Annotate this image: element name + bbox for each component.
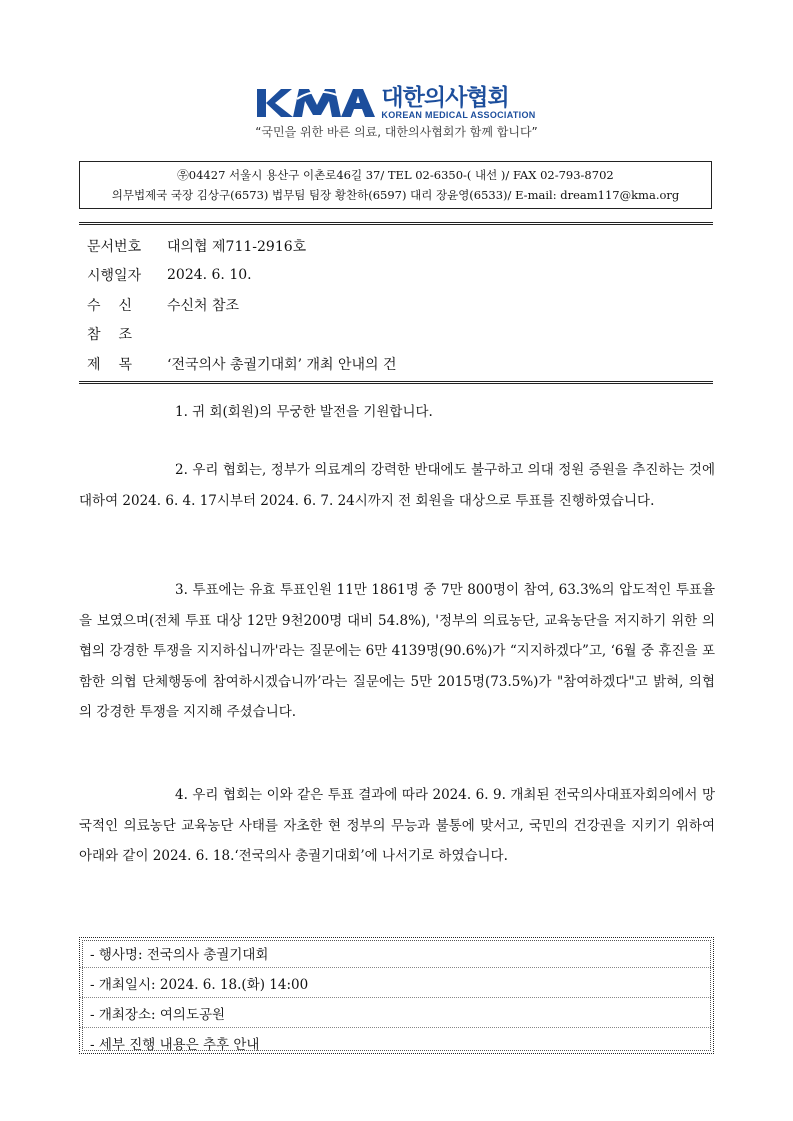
- body-paragraph-4: 4. 우리 협회는 이와 같은 투표 결과에 따라 2024. 6. 9. 개최된 전국의사대표자회의에서 망국적인 의료농단 교육농단 사태를 자초한 현 정부의 무능과 불통에 맞서고, 국민의 건강권을 지키기 위하여 아래와 같이 2024. 6. 18.‘전국의사 총궐기대회’에 나서기로 하였습니다.: [79, 787, 715, 864]
- meta-row-reference: [79, 320, 713, 350]
- meta-row-recipient: [79, 290, 713, 320]
- meta-value: 수신처 참조: [167, 297, 240, 314]
- address-box: [79, 161, 712, 209]
- body-paragraph-3: 3. 투표에는 유효 투표인원 11만 1861명 중 7만 800명이 참여, 63.3%의 압도적인 투표율을 보였으며(전체 투표 대상 12만 9천200명 대비 54.8%), '정부의 의료농단, 교육농단을 저지하기 위한 의협의 강경한 투쟁을 지지하십니까'라는 질문에는 6만 4139명(90.6%)가 “지지하겠다”고, ‘6월 중 휴진을 포함한 의협 단체행동에 참여하시겠습니까’라는 질문에는 5만 2015명(73.5%)가 "참여하겠다"고 밝혀, 의협의 강경한 투쟁을 지지해 주셨습니다.: [79, 582, 715, 720]
- meta-key: 제목: [87, 356, 151, 373]
- meta-key: 수신: [87, 297, 151, 314]
- body-paragraph-1: 1. 귀 회(회원)의 무궁한 발전을 기원합니다.: [175, 404, 433, 420]
- meta-row-subject: [79, 349, 713, 379]
- meta-row-doc-number: [79, 231, 713, 261]
- event-row-name: - 행사명: 전국의사 총궐기대회: [80, 938, 713, 968]
- document-meta: [79, 222, 713, 384]
- meta-key: 문서번호: [87, 238, 142, 255]
- event-details-box: [79, 937, 714, 1054]
- meta-row-date: [79, 261, 713, 291]
- org-name-en: KOREAN MEDICAL ASSOCIATION: [381, 110, 536, 120]
- org-name-ko: 대한의사협회: [381, 85, 509, 111]
- address-line-1: ㉾04427 서울시 용산구 이촌로46길 37/ TEL 02-6350-( 내선 )/ FAX 02-793-8702: [177, 168, 614, 182]
- kma-logo-icon: [257, 87, 375, 119]
- meta-value: 2024. 6. 10.: [167, 267, 252, 284]
- meta-key: 참조: [87, 327, 151, 344]
- slogan: “국민을 위한 바른 의료, 대한의사협회가 함께 합니다”: [255, 125, 538, 139]
- meta-key: 시행일자: [87, 268, 142, 285]
- meta-value: ‘전국의사 총궐기대회’ 개최 안내의 건: [167, 356, 397, 373]
- letterhead: [0, 86, 793, 123]
- address-line-2: 의무법제국 국장 김상구(6573) 법무팀 팀장 황찬하(6597) 대리 장윤영(6533)/ E-mail: dream117@kma.org: [111, 188, 680, 202]
- meta-value: 대의협 제711-2916호: [167, 238, 307, 255]
- event-row-venue: - 개최장소: 여의도공원: [80, 998, 713, 1028]
- body-paragraph-2: 2. 우리 협회는, 정부가 의료계의 강력한 반대에도 불구하고 의대 정원 증원을 추진하는 것에 대하여 2024. 6. 4. 17시부터 2024. 6. 7. 24시까지 전 회원을 대상으로 투표를 진행하였습니다.: [79, 462, 715, 509]
- event-row-datetime: - 개최일시: 2024. 6. 18.(화) 14:00: [80, 968, 713, 998]
- event-row-notice: - 세부 진행 내용은 추후 안내: [90, 1036, 260, 1053]
